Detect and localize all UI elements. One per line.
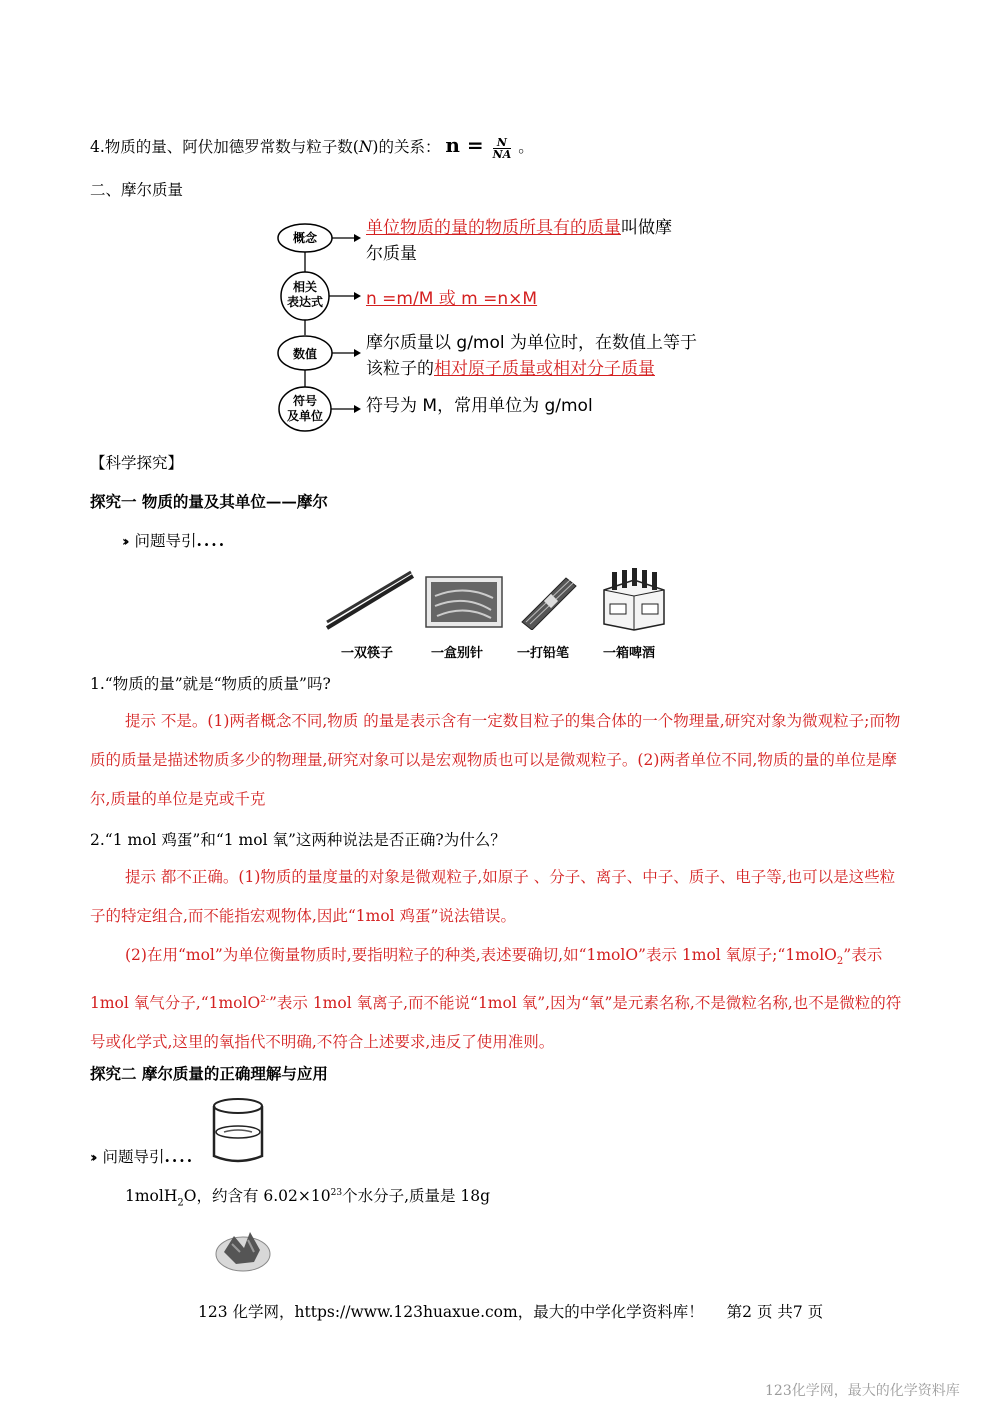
formula-numerator: N [493,137,512,149]
dots-icon: .... [196,531,227,550]
science-title: 【科学探究】 [90,454,184,472]
beer-crate-image [600,568,668,632]
double-chevron-icon: ›› [122,534,126,550]
picture-label-1: 一双筷子 [341,646,394,661]
footer [198,1300,823,1322]
concept-text [366,215,672,267]
concept-red: 单位物质的量的物质所具有的质量 [366,218,621,238]
expression-text: n =m/M 或 m =n×M [366,289,538,309]
guide-label: 问题导引 [134,532,197,550]
formula-denominator: NA [492,147,512,161]
node-symbol-line1: 符号 [292,394,317,408]
explore-2-guide [90,1147,194,1168]
item-4-text2: )的关系： [372,138,441,156]
picture-label-2: 一盒别针 [431,646,484,661]
double-chevron-icon-2: ›› [90,1150,94,1166]
formula-lhs: n [445,133,460,157]
answer-3-part3: ”表示 1mol 氧离子,而不能说“1mol 氧”,因为“氧”是元素名称,不是微粒名称,也不是微粒的符号或化学式,这里的氧指代不明确,不符合上述要求,违反了使用准则。 [90,994,902,1052]
formula-eq: = [466,133,484,157]
water-fact-c: 个水分子,质量是 18g [342,1187,491,1206]
question-1: 1.“物质的量”就是“物质的质量”吗? [90,675,331,693]
item-4-end: 。 [518,138,534,156]
section-2-title: 二、摩尔质量 [90,181,184,199]
water-fact-a: 1molH [125,1187,178,1206]
item-4-n: N [358,138,373,156]
water-fact [125,1183,490,1213]
chopsticks-image [325,570,415,632]
answer-3-part1: (2)在用“mol”为单位衡量物质时,要指明粒子的种类,表述要确切,如“1molO”表示 1mol 氧原子;“1molO [125,946,837,964]
paperclip-box-image [425,576,503,628]
concept-rest: 叫做摩 [621,218,672,238]
item-4-text: 4.物质的量、阿伏加德罗常数与粒子数( [90,138,359,156]
answer-3 [90,936,902,1062]
item-4 [90,135,534,160]
explore-1-guide [122,531,226,552]
picture-label-4: 一箱啤酒 [603,646,656,661]
guide-label-2: 问题导引 [102,1148,165,1166]
node-symbol-label [281,394,329,424]
answer-3-sub: 2 [836,956,844,968]
symbol-text: 符号为 M，常用单位为 g/mol [366,396,593,416]
substance-dish-image [214,1222,272,1274]
explore-1-title: 探究一 物质的量及其单位——摩尔 [90,492,328,511]
node-value-label: 数值 [292,347,317,361]
value-line1: 摩尔质量以 g/mol 为单位时，在数值上等于 [366,333,698,353]
footer-text: 123 化学网，https://www.123huaxue.com，最大的中学化学资料库！ [198,1303,704,1321]
node-expression-line2: 表达式 [286,295,323,309]
answer-3-part2: ”表示 1mol 氧气分子,“1molO [90,946,883,1013]
answer-2: 提示 都不正确。(1)物质的量度量的对象是微观粒子,如原子 、分子、离子、中子、质子、电子等,也可以是这些粒子的特定组合,而不能指宏观物体,因此“1mol 鸡蛋”说法错误。 [90,868,896,925]
water-fact-sub: 2 [177,1197,184,1209]
water-fact-sup: 23 [330,1188,343,1198]
watermark: 123化学网，最大的化学资料库 [765,1383,960,1399]
pencils-image [518,572,580,630]
concept-line2: 尔质量 [366,244,417,264]
dots-icon-2: .... [164,1147,195,1166]
formula [445,133,490,157]
formula-fraction [493,137,512,160]
node-concept-label: 概念 [292,231,317,245]
answer-3-sup: 2- [260,995,269,1006]
question-2: 2.“1 mol 鸡蛋”和“1 mol 氧”这两种说法是否正确?为什么？ [90,831,506,849]
water-fact-b: O，约含有 6.02×10 [183,1187,331,1206]
value-line2-a: 该粒子的 [366,359,434,379]
water-beaker-image [210,1096,266,1166]
node-symbol-line2: 及单位 [286,409,323,423]
value-line2-red: 相对原子质量或相对分子质量 [434,359,655,379]
value-text [366,330,697,382]
explore-2-title: 探究二 摩尔质量的正确理解与应用 [90,1064,328,1083]
node-expression-label [281,280,329,310]
footer-page: 第2 页 共7 页 [726,1303,824,1321]
node-expression-line1: 相关 [292,280,317,294]
answer-1: 提示 不是。(1)两者概念不同,物质 的量是表示含有一定数目粒子的集合体的一个物理量,研究对象为微观粒子;而物质的质量是描述物质多少的物理量,研究对象可以是宏观物质也可以是微观粒子。(2)两者单位不同,物质的量的单位是摩尔,质量的单位是克或千克 [90,712,901,808]
picture-label-3: 一打铅笔 [517,646,570,661]
